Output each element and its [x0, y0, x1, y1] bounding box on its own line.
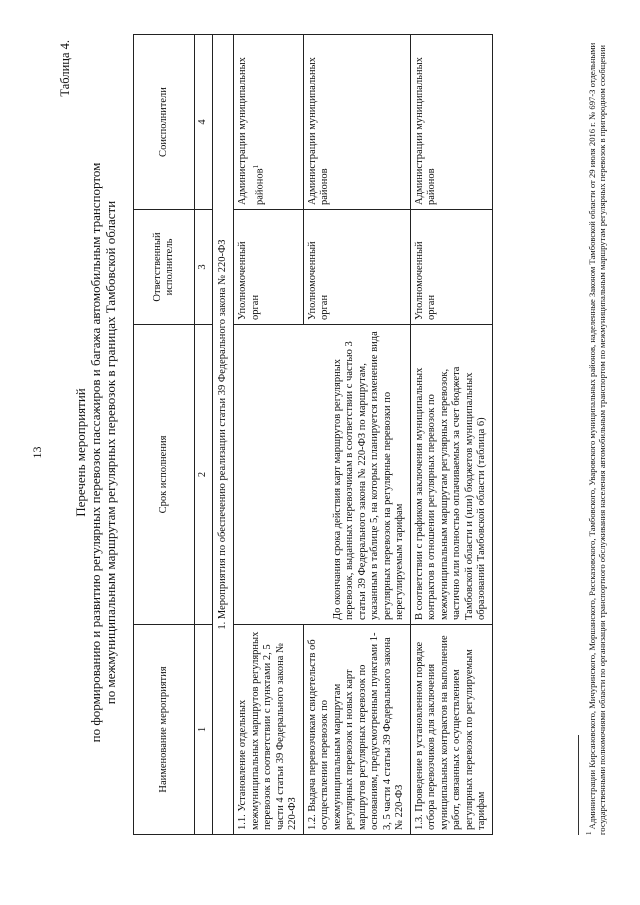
header-term: Срок исполнения [134, 325, 195, 625]
section-title: 1. Мероприятия по обеспечению реализации статьи 39 Федерального закона № 220-ФЗ [212, 35, 234, 835]
header-co-executors: Соисполнители [134, 35, 195, 210]
footnote-text: Администрации Кирсановского, Мичуринского, Моршанского, Рассказовского, Тамбовского, Уваровского муниципальных районов, наделенные Законом Тамбовской области от 29 июля 2016 г. № 697-З отдельными государственными полномочиями области по организации транспортного обслуживания населения автомобильным транспортом по межмуниципальным маршрутам регулярных перевозок в пригородном сообщении [586, 42, 608, 835]
title-line-3: по межмуниципальным маршрутам регулярных перевозок в границах Тамбовской области [103, 200, 118, 705]
measure-name: 1.1. Установление отдельных межмуниципальных маршрутов регулярных перевозок в соответствии с пунктами 2, 5 части 4 статьи 39 Федерального закона № 220-ФЗ [234, 625, 304, 835]
measure-responsible: Уполномоченный орган [303, 210, 410, 325]
footnote-divider [578, 735, 579, 835]
header-responsible: Ответственный исполнитель [134, 210, 195, 325]
title-line-1: Перечень мероприятий [73, 388, 88, 517]
footnote-reference: 1 [251, 164, 260, 169]
footnote-mark: 1 [585, 831, 593, 835]
page-number: 13 [30, 446, 44, 459]
co-executors-text: Администрации муниципальных районов [237, 57, 265, 205]
measure-co-executors: Администрации муниципальных районов [410, 35, 492, 210]
table-label: Таблица 4. [58, 40, 72, 97]
table-row [410, 35, 492, 835]
measure-name: 1.2. Выдача перевозчикам свидетельств об осуществлении перевозок по межмуниципальным маршрутам регулярных перевозок и новых карт маршрутов регулярных перевозок по основаниям, предусмотренным пунктами 1-3, 5 части 4 статьи 39 Федерального закона № 220-ФЗ [303, 625, 410, 835]
table-row [234, 35, 304, 835]
measure-name: 1.3. Проведение в установленном порядке отбора перевозчиков для заключения муниципальных контрактов на выполнение работ, связанных с осуществлением регулярных перевозок по регулируемым тарифам [410, 625, 492, 835]
footnote [584, 35, 608, 835]
table-header-row [134, 35, 195, 835]
measure-co-executors: Администрации муниципальных районов [303, 35, 410, 210]
document-title [73, 0, 118, 905]
column-number: 2 [195, 325, 213, 625]
measure-term: В соответствии с графиком заключения муниципальных контрактов в отношении регулярных перевозок по межмуниципальным маршрутам регулярных перевозок, частично или полностью оплачиваемых за счет бюджета Тамбовской области и (или) бюджетов муниципальных образований Тамбовской области (таблица 6) [410, 325, 492, 625]
section-row [212, 35, 234, 835]
measure-responsible: Уполномоченный орган [410, 210, 492, 325]
column-number: 4 [195, 35, 213, 210]
measure-responsible: Уполномоченный орган [234, 210, 304, 325]
title-line-2: по формированию и развитию регулярных перевозок пассажиров и багажа автомобильным транспортом [88, 162, 103, 743]
measure-term: До окончания срока действия карт маршрутов регулярных перевозок, выданных перевозчикам в соответствии с частью 3 статьи 39 Федерального закона № 220-ФЗ по маршрутам, указанным в таблице 5, на которых планируется изменение вида регулярных перевозок на регулярные перевозки по нерегулируемым тарифам [234, 325, 411, 625]
column-number: 3 [195, 210, 213, 325]
measure-co-executors [234, 35, 304, 210]
measures-table [133, 34, 493, 835]
column-number-row [195, 35, 213, 835]
header-name: Наименование мероприятия [134, 625, 195, 835]
column-number: 1 [195, 625, 213, 835]
